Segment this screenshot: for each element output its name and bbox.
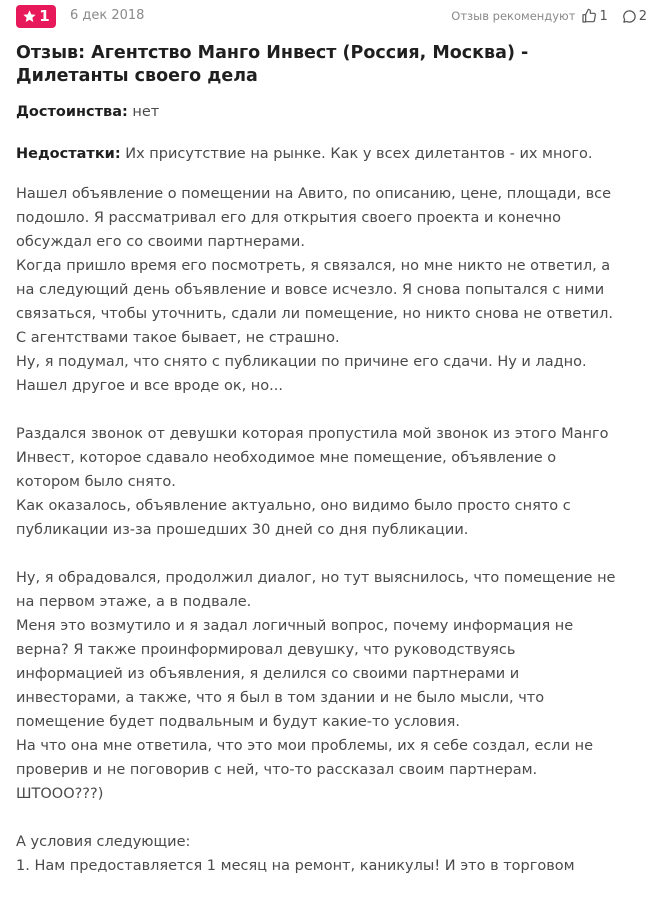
review-line: Ну, я подумал, что снято с публикации по причине его сдачи. Ну и ладно. Нашел другое и все вроде ок, но... (16, 354, 587, 394)
pros-section (16, 102, 636, 122)
review-line: 1. Нам предоставляется 1 месяц на ремонт, каникулы! И это в торговом (16, 858, 575, 874)
review-meta-row (16, 4, 647, 28)
rating-badge (16, 5, 56, 28)
rating-value: 1 (39, 7, 50, 25)
review-title: Отзыв: Агентство Манго Инвест (Россия, Москва) - Дилетанты своего дела (16, 43, 529, 86)
review-paragraph (16, 182, 622, 398)
review-line: На что она мне ответила, что это мои проблемы, их я себе создал, если не проверив и не поговорив с ней, что-то рассказал своим партнерам. ШТООО???) (16, 738, 594, 802)
review-line: Нашел объявление о помещении на Авито, по описанию, цене, площади, все подошло. Я рассматривал его для открытия своего проекта и конечно обсуждал его со своими партнерами. (16, 186, 612, 250)
thumbs-up-icon[interactable] (581, 8, 597, 24)
pros-label: Достоинства: (16, 104, 128, 120)
cons-label: Недостатки: (16, 146, 121, 162)
review-paragraph (16, 422, 622, 542)
review-line: Когда пришло время его посмотреть, я связался, но мне никто не ответил, а на следующий день объявление и вовсе исчезло. Я снова попытался с ними связаться, чтобы уточнить, сдали ли помещение, но никто снова не ответил. С агентствами такое бывает, не страшно. (16, 258, 613, 346)
review-paragraph (16, 830, 622, 878)
recommend-label: Отзыв рекомендуют (451, 9, 576, 23)
cons-text: Их присутствие на рынке. Как у всех дилетантов - их много. (125, 146, 593, 162)
cons-section (16, 144, 636, 164)
likes-count: 1 (599, 8, 608, 24)
comments-count: 2 (638, 8, 647, 24)
review-stats (451, 4, 647, 28)
pros-text: нет (132, 104, 160, 120)
review-line: Ну, я обрадовался, продолжил диалог, но тут выяснилось, что помещение не на первом этаже, а в подвале. (16, 570, 616, 610)
review-line: Как оказалось, объявление актуально, оно видимо было просто снято с публикации из-за прошедших 30 дней со дня публикации. (16, 498, 571, 538)
review-line: Меня это возмутило и я задал логичный вопрос, почему информация не верна? Я также проинформировал девушку, что руководствуясь информацией из объявления, я делился со своими партнерами и инвесторами, а также, что я был в том здании и не было мысли, что помещение будет подвальным и будут какие-то условия. (16, 618, 574, 730)
review-date: 6 дек 2018 (70, 8, 145, 23)
star-icon (22, 9, 37, 24)
review-line: Раздался звонок от девушки которая пропустила мой звонок из этого Манго Инвест, которое сдавало необходимое мне помещение, объявление о котором было снято. (16, 426, 609, 490)
review-line: А условия следующие: (16, 834, 191, 850)
comment-icon[interactable] (622, 9, 637, 24)
review-body (16, 182, 622, 902)
review-paragraph (16, 566, 622, 806)
